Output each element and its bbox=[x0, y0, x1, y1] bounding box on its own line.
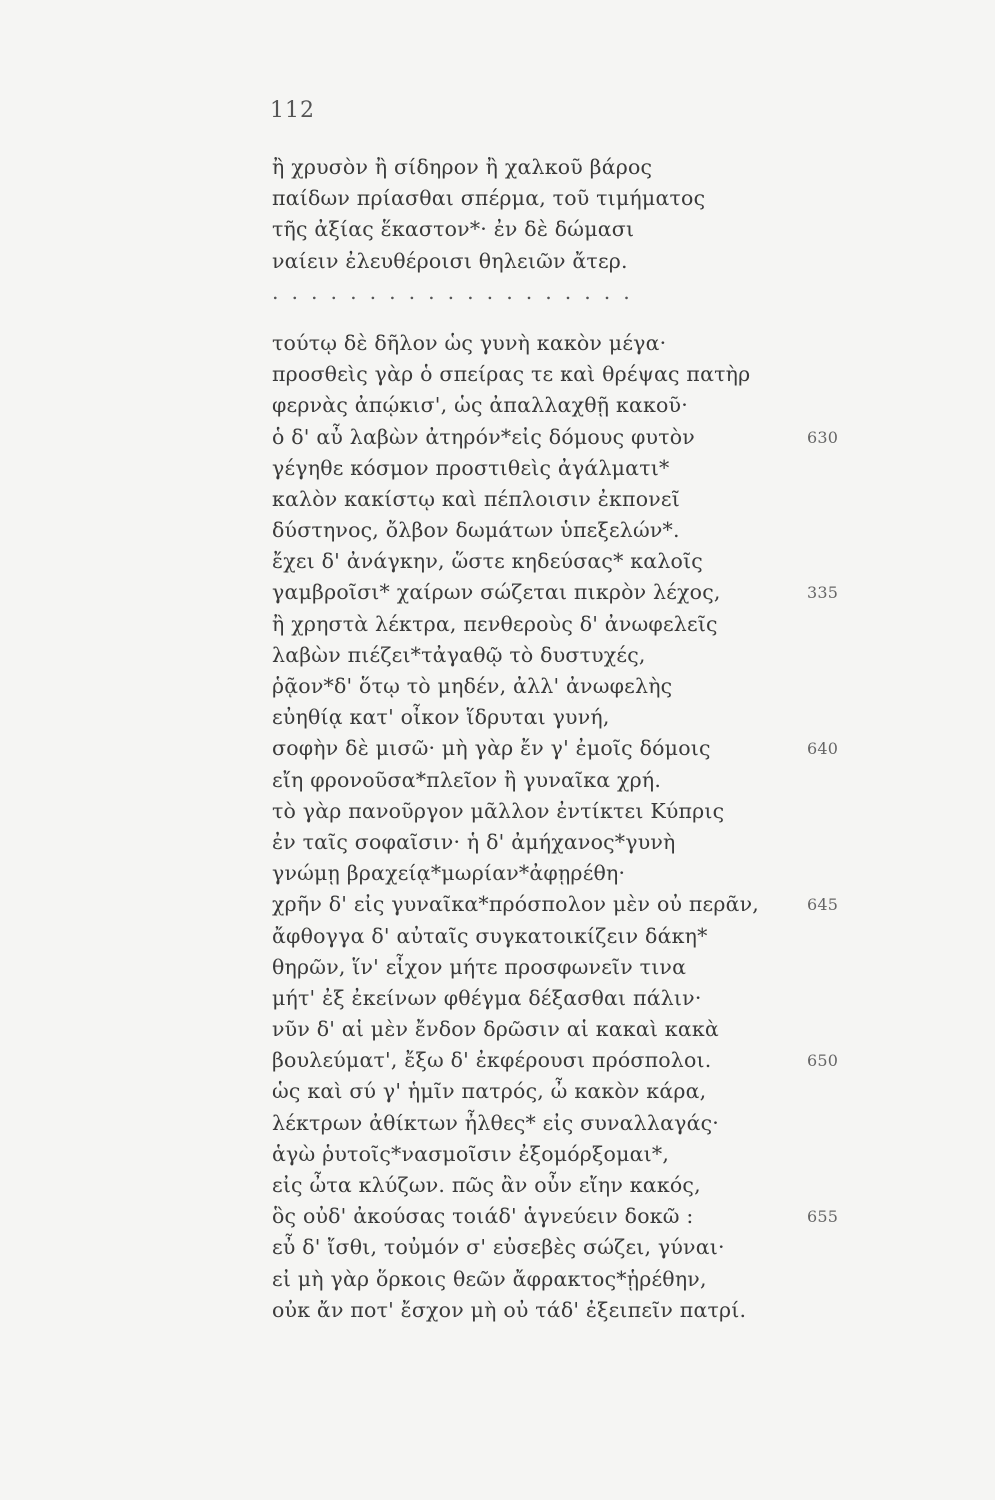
verse-text: γνώμῃ βραχείᾳ*μωρίαν*ἀφῃρέθη· bbox=[272, 861, 626, 886]
verse-line bbox=[272, 921, 832, 952]
verse-text: προσθεὶς γὰρ ὁ σπείρας τε καὶ θρέψας πατὴρ bbox=[272, 362, 751, 387]
verse-line bbox=[272, 577, 839, 608]
verse-line: παίδων πρίασθαι σπέρμα, τοῦ τιμήματος bbox=[272, 186, 706, 211]
verse-lines-after-lacuna bbox=[272, 328, 839, 1326]
verse-line bbox=[272, 702, 832, 733]
verse-line bbox=[272, 1108, 832, 1139]
line-number: 650 bbox=[807, 1051, 839, 1071]
verse-line bbox=[272, 484, 832, 515]
verse-line: ναίειν ἐλευθέροισι θηλειῶν ἄτερ. bbox=[272, 248, 628, 273]
verse-text: σοφὴν δὲ μισῶ· μὴ γὰρ ἔν γ' ἐμοῖς δόμοις bbox=[272, 736, 711, 761]
verse-text: τὸ γὰρ πανοῦργον μᾶλλον ἐντίκτει Κύπρις bbox=[272, 798, 725, 823]
line-number: 645 bbox=[807, 895, 839, 915]
verse-line bbox=[272, 1295, 832, 1326]
verse-text: ἐν ταῖς σοφαῖσιν· ἡ δ' ἀμήχανος*γυνὴ bbox=[272, 829, 676, 854]
verse-line bbox=[272, 765, 832, 796]
verse-text: οὐκ ἄν ποτ' ἔσχον μὴ οὐ τάδ' ἐξειπεῖν πατρί. bbox=[272, 1297, 747, 1322]
verse-line bbox=[272, 671, 832, 702]
line-number: 335 bbox=[807, 583, 839, 603]
verse-text: νῦν δ' αἱ μὲν ἔνδον δρῶσιν αἱ κακαὶ κακὰ bbox=[272, 1017, 719, 1042]
verse-line bbox=[272, 422, 839, 453]
verse-text: φερνὰς ἀπῴκισ', ὡς ἀπαλλαχθῇ κακοῦ· bbox=[272, 393, 688, 418]
verse-text: ῥᾷον*δ' ὅτῳ τὸ μηδέν, ἀλλ' ἀνωφελὴς bbox=[272, 674, 673, 698]
verse-text: ἢ χρηστὰ λέκτρα, πενθεροὺς δ' ἀνωφελεῖς bbox=[272, 611, 718, 636]
verse-line bbox=[272, 546, 832, 577]
verse-line bbox=[272, 827, 832, 858]
verse-line bbox=[272, 328, 832, 359]
verse-text: θηρῶν, ἵν' εἶχον μήτε προσφωνεῖν τινα bbox=[272, 954, 687, 979]
line-number: 630 bbox=[807, 427, 839, 447]
verse-line: ἢ χρυσὸν ἢ σίδηρον ἢ χαλκοῦ βάρος bbox=[272, 155, 653, 179]
page-number: 112 bbox=[270, 98, 315, 123]
verse-text: γαμβροῖσι* χαίρων σώζεται πικρὸν λέχος, bbox=[272, 580, 721, 605]
verse-line bbox=[272, 1014, 832, 1045]
verse-line bbox=[272, 858, 832, 889]
verse-line bbox=[272, 889, 839, 920]
verse-text: δύστηνος, ὄλβον δωμάτων ὑπεξελών*. bbox=[272, 518, 680, 543]
verse-text: ἔχει δ' ἀνάγκην, ὥστε κηδεύσας* καλοῖς bbox=[272, 549, 703, 574]
verse-line bbox=[272, 1076, 832, 1107]
verse-text: τούτῳ δὲ δῆλον ὡς γυνὴ κακὸν μέγα· bbox=[272, 330, 667, 355]
verse-text: εὖ δ' ἴσθι, τοὐμόν σ' εὐσεβὲς σώζει, γύναι· bbox=[272, 1235, 725, 1260]
verse-line bbox=[272, 983, 832, 1014]
verse-text: ὃς οὐδ' ἀκούσας τοιάδ' ἁγνεύειν δοκῶ : bbox=[272, 1204, 694, 1229]
verse-line: τῆς ἀξίας ἕκαστον*· ἐν δὲ δώμασι bbox=[272, 217, 635, 242]
verse-line bbox=[272, 733, 839, 764]
verse-text: βουλεύματ', ἔξω δ' ἐκφέρουσι πρόσπολοι. bbox=[272, 1048, 712, 1073]
verse-line bbox=[272, 640, 832, 671]
verse-text: λέκτρων ἀθίκτων ἦλθες* εἰς συναλλαγάς· bbox=[272, 1110, 720, 1135]
verse-line bbox=[272, 952, 832, 983]
line-number: 640 bbox=[807, 739, 839, 759]
verse-line bbox=[272, 515, 832, 546]
verse-text: εὐηθίᾳ κατ' οἶκον ἵδρυται γυνή, bbox=[272, 705, 610, 730]
verse-block bbox=[272, 152, 839, 1326]
verse-line bbox=[272, 1201, 839, 1232]
verse-line bbox=[272, 359, 832, 390]
verse-text: καλὸν κακίστῳ καὶ πέπλοισιν ἐκπονεῖ bbox=[272, 486, 680, 511]
line-number: 655 bbox=[807, 1207, 839, 1227]
verse-text: γέγηθε κόσμον προστιθεὶς ἀγάλματι* bbox=[272, 455, 670, 480]
verse-text: ἁγὼ ῥυτοῖς*νασμοῖσιν ἐξομόρξομαι*, bbox=[272, 1141, 670, 1166]
verse-text: χρῆν δ' εἰς γυναῖκα*πρόσπολον μὲν οὐ περᾶν, bbox=[272, 892, 760, 917]
verse-line bbox=[272, 1232, 832, 1263]
verse-line bbox=[272, 609, 832, 640]
verse-text: εἰς ὦτα κλύζων. πῶς ἂν οὖν εἴην κακός, bbox=[272, 1173, 701, 1197]
verse-text: ὡς καὶ σύ γ' ἡμῖν πατρός, ὦ κακὸν κάρα, bbox=[272, 1079, 707, 1104]
verse-line bbox=[272, 1170, 832, 1201]
verse-text: μήτ' ἐξ ἐκείνων φθέγμα δέξασθαι πάλιν· bbox=[272, 985, 702, 1010]
verse-text: ὁ δ' αὖ λαβὼν ἀτηρόν*εἰς δόμους φυτὸν bbox=[272, 424, 695, 449]
verse-text: λαβὼν πιέζει*τἀγαθῷ τὸ δυστυχές, bbox=[272, 642, 646, 667]
verse-text: ἄφθογγα δ' αὐταῖς συγκατοικίζειν δάκη* bbox=[272, 923, 708, 948]
verse-text: εἰ μὴ γὰρ ὅρκοις θεῶν ἄφρακτος*ᾑρέθην, bbox=[272, 1266, 707, 1291]
verse-line bbox=[272, 390, 832, 421]
verse-line bbox=[272, 1045, 839, 1076]
verse-line bbox=[272, 453, 832, 484]
stanza-gap bbox=[272, 308, 832, 328]
verse-line bbox=[272, 796, 832, 827]
verse-line bbox=[272, 1139, 832, 1170]
verse-text: εἴη φρονοῦσα*πλεῖον ἢ γυναῖκα χρή. bbox=[272, 767, 662, 792]
lacuna-dots: ................... bbox=[272, 279, 643, 304]
verse-line bbox=[272, 1264, 832, 1295]
